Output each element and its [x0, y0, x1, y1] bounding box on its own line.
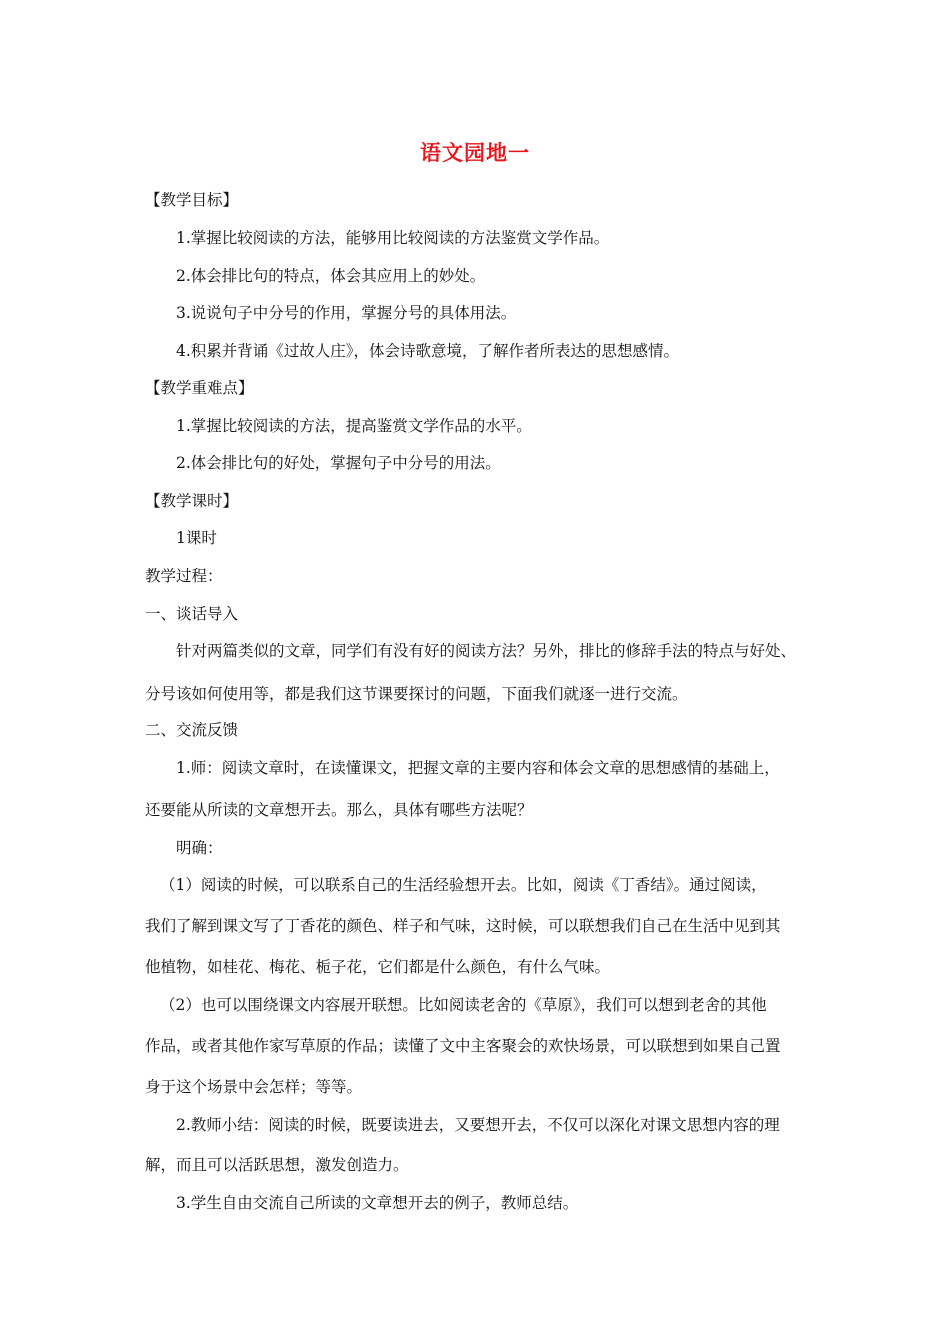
paragraph-line: 作品，或者其他作家写草原的作品；读懂了文中主客聚会的欢快场景，可以联想到如果自己置: [145, 1037, 781, 1055]
key-point-item-2: 2.体会排比句的好处，掌握句子中分号的用法。: [176, 454, 501, 472]
paragraph-line: 针对两篇类似的文章，同学们有没有好的阅读方法？另外，排比的修辞手法的特点与好处、: [176, 642, 797, 660]
paragraph-line: 他植物，如桂花、梅花、栀子花，它们都是什么颜色，有什么气味。: [145, 958, 611, 976]
objective-item-3: 3.说说句子中分号的作用，掌握分号的具体用法。: [176, 304, 517, 322]
teaching-process-heading: 教学过程：: [145, 567, 223, 585]
paragraph-line: 3.学生自由交流自己所读的文章想开去的例子，教师总结。: [176, 1194, 579, 1212]
step-heading-exchange: 二、交流反馈: [145, 721, 239, 739]
objective-item-2: 2.体会排比句的特点，体会其应用上的妙处。: [176, 267, 486, 285]
section-heading-objectives: 【教学目标】: [145, 191, 239, 209]
step-heading-intro: 一、谈话导入: [145, 605, 239, 623]
class-hours-value: 1课时: [176, 529, 217, 547]
clarification-label: 明确：: [176, 839, 223, 857]
paragraph-line: 我们了解到课文写了丁香花的颜色、样子和气味，这时候，可以联想我们自己在生活中见到其: [145, 917, 781, 935]
objective-item-1: 1.掌握比较阅读的方法，能够用比较阅读的方法鉴赏文学作品。: [176, 229, 610, 247]
key-point-item-1: 1.掌握比较阅读的方法，提高鉴赏文学作品的水平。: [176, 417, 532, 435]
section-heading-key-points: 【教学重难点】: [145, 379, 254, 397]
paragraph-line: 2.教师小结：阅读的时候，既要读进去，又要想开去，不仅可以深化对课文思想内容的理: [176, 1116, 780, 1134]
paragraph-line: 分号该如何使用等，都是我们这节课要探讨的问题，下面我们就逐一进行交流。: [145, 685, 688, 703]
paragraph-line: 1.师：阅读文章时，在读懂课文，把握文章的主要内容和体会文章的思想感情的基础上，: [176, 759, 780, 777]
section-heading-class-hours: 【教学课时】: [145, 492, 239, 510]
document-title: 语文园地一: [420, 141, 530, 165]
paragraph-line: 还要能从所读的文章想开去。那么，具体有哪些方法呢？: [145, 801, 533, 819]
paragraph-line: 身于这个场景中会怎样；等等。: [145, 1078, 363, 1096]
objective-item-4: 4.积累并背诵《过故人庄》，体会诗歌意境，了解作者所表达的思想感情。: [176, 342, 680, 360]
paragraph-line: （2）也可以围绕课文内容展开联想。比如阅读老舍的《草原》，我们可以想到老舍的其他: [160, 996, 767, 1014]
paragraph-line: （1）阅读的时候，可以联系自己的生活经验想开去。比如，阅读《丁香结》。通过阅读，: [160, 876, 767, 894]
paragraph-line: 解，而且可以活跃思想，激发创造力。: [145, 1156, 409, 1174]
